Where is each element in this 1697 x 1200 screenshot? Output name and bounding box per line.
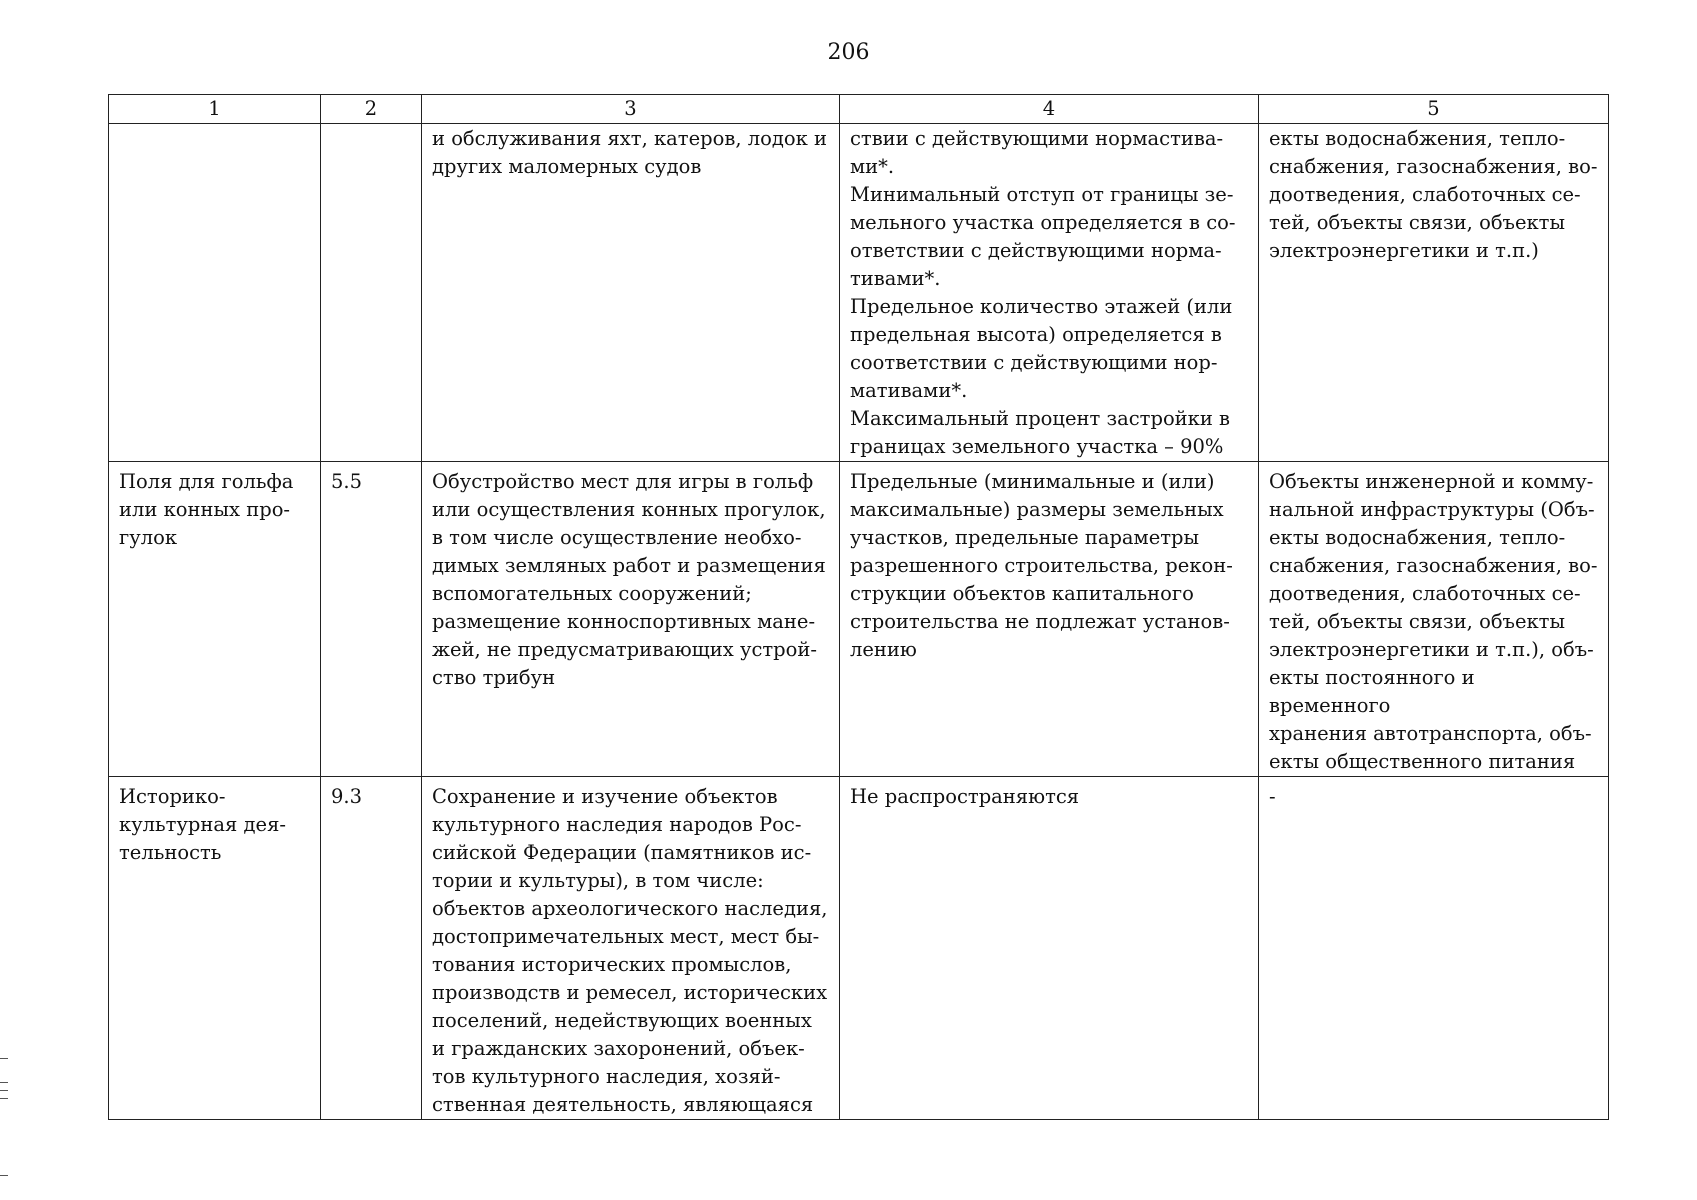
table-cell-description: и обслуживания яхт, катеров, лодок и других маломерных судов [422, 124, 840, 462]
table-cell-use-name: Поля для гольфа или конных про- гулок [109, 462, 321, 777]
column-header: 2 [321, 95, 422, 124]
table-row [109, 462, 1609, 777]
table-cell-code [321, 124, 422, 462]
zoning-table [108, 94, 1609, 1120]
table-cell-parameters: ствии с действующими нормастива- ми*. Минимальный отступ от границы зе- мельного участка определяется в со- ответствии с действующими норма- тивами*. Предельное количество этажей (или предельная высота) определяется в соответствии с действующими нор- мативами*. Максимальный процент застройки в границах земельного участка – 90% [840, 124, 1259, 462]
table-cell-objects: екты водоснабжения, тепло- снабжения, газоснабжения, во- доотведения, слаботочных се- тей, объекты связи, объекты электроэнергетики и т.п.) [1259, 124, 1609, 462]
scan-margin-mark [0, 1098, 8, 1099]
table-cell-description: Обустройство мест для игры в гольф или осуществления конных прогулок, в том числе осуществление необхо- димых земляных работ и размещения вспомогательных сооружений; размещение конноспортивных мане- жей, не предусматривающих устрой- ство трибун [422, 462, 840, 777]
scan-margin-mark [0, 1175, 8, 1176]
page-number: 206 [827, 40, 870, 65]
table-cell-use-name: Историко- культурная дея- тельность [109, 777, 321, 1120]
table-header-row [109, 95, 1609, 124]
table-cell-parameters: Не распространяются [840, 777, 1259, 1120]
table-cell-code: 5.5 [321, 462, 422, 777]
column-header: 4 [840, 95, 1259, 124]
table-cell-description: Сохранение и изучение объектов культурного наследия народов Рос- сийской Федерации (памятников ис- тории и культуры), в том числе: объектов археологического наследия, достопримечательных мест, мест бы- тования исторических промыслов, производств и ремесел, исторических поселений, недействующих военных и гражданских захоронений, объек- тов культурного наследия, хозяй- ственная деятельность, являющаяся [422, 777, 840, 1120]
column-header: 1 [109, 95, 321, 124]
column-header: 3 [422, 95, 840, 124]
table-row [109, 777, 1609, 1120]
table-cell-use-name [109, 124, 321, 462]
table-row [109, 124, 1609, 462]
table-cell-objects: - [1259, 777, 1609, 1120]
column-header: 5 [1259, 95, 1609, 124]
table-cell-parameters: Предельные (минимальные и (или) максимальные) размеры земельных участков, предельные параметры разрешенного строительства, рекон- струкции объектов капитального строительства не подлежат установ- лению [840, 462, 1259, 777]
table-cell-objects: Объекты инженерной и комму- нальной инфраструктуры (Объ- екты водоснабжения, тепло- снабжения, газоснабжения, во- доотведения, слаботочных се- тей, объекты связи, объекты электроэнергетики и т.п.), объ- екты постоянного и временного хранения автотранспорта, объ- екты общественного питания [1259, 462, 1609, 777]
scan-margin-mark [0, 1082, 8, 1083]
scan-margin-mark [0, 1058, 8, 1059]
table-cell-code: 9.3 [321, 777, 422, 1120]
scan-margin-mark [0, 1090, 8, 1091]
